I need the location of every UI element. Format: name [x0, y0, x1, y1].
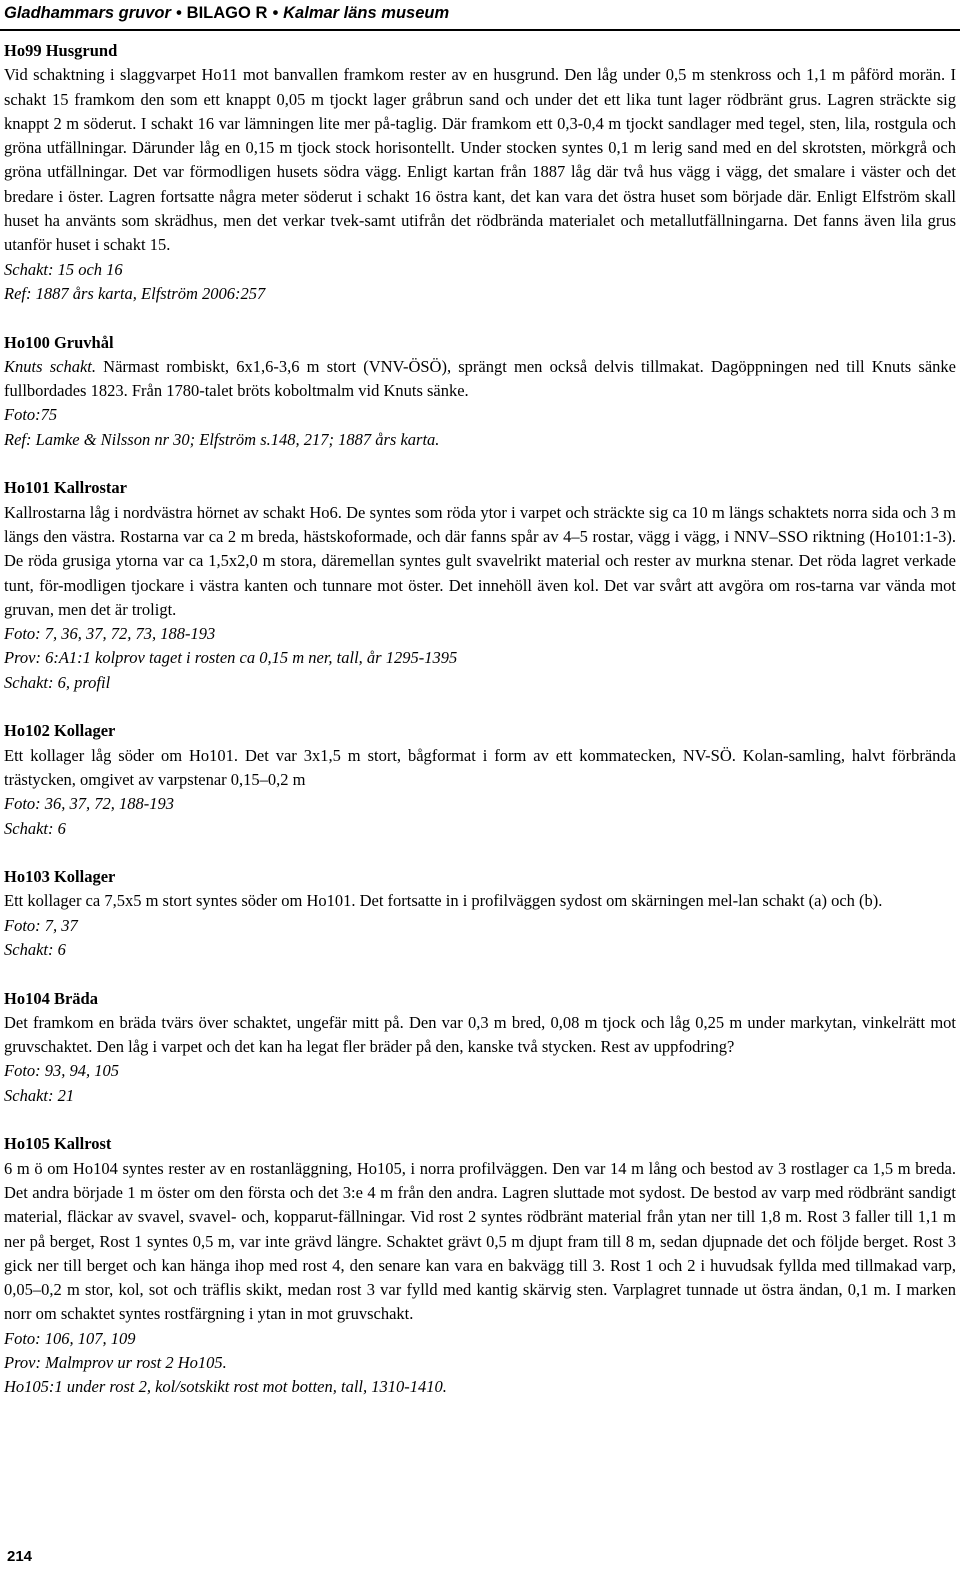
entry-foto: Foto: 7, 36, 37, 72, 73, 188-193 — [4, 624, 216, 644]
entry-title: Ho102 Kollager — [4, 721, 116, 741]
entry-schakt: Schakt: 6 — [4, 939, 66, 959]
entry-prov: Prov: Malmprov ur rost 2 Ho105. — [4, 1353, 227, 1373]
entry-foto: Foto:75 — [4, 405, 58, 425]
entry-body: Ett kollager ca 7,5x5 m stort syntes söder om Ho101. Det fortsatte in i profilväggen sydost om skärningen mel-lan schakt (a) och (b). — [4, 891, 883, 911]
entry-title: Ho100 Gruvhål — [4, 332, 114, 352]
entry-title: Ho101 Kallrostar — [4, 478, 127, 498]
entry-title: Ho103 Kollager — [4, 867, 116, 887]
document-body — [4, 39, 956, 1400]
entry-title: Ho104 Bräda — [4, 988, 98, 1008]
entry-foto: Foto: 106, 107, 109 — [4, 1328, 136, 1348]
entry-schakt: Schakt: 6, profil — [4, 672, 111, 692]
entry-body: Kallrostarna låg i nordvästra hörnet av schakt Ho6. De syntes som röda ytor i varpet och sträckte sig ca 10 m längs schaktets norra sida och 3 m längs den västra. Rostarna var ca 2 m breda, hästskoformade, och där fanns spår av 4–5 rostar, vägg i vägg, i NNV–SSO riktning (Ho101:1-3). De röda grusiga ytorna var ca 1,5x2,0 m stora, däremellan syntes gult svavelrikt material och rester av murkna stenar. Det röda lagret verkade tunt, för-modligen tjockare i västra kanten och tunnare mot öster. Det innehöll även kol. Det var svårt att avgöra om ros-tarna var vända mot gruvan, men det är troligt. — [4, 502, 956, 619]
entry-ho101 — [4, 476, 956, 695]
entry-ho102 — [4, 719, 956, 840]
entry-schakt: Schakt: 21 — [4, 1085, 75, 1105]
header-appendix: BILAGO R — [186, 4, 268, 22]
entry-body: Det framkom en bräda tvärs över schaktet, ungefär mitt på. Den var 0,3 m bred, 0,08 m tjock och låg 0,25 m under markytan, vinkelrätt mot gruvschaktet. Den låg i varpet och det kan ha legat fler bräder på den, kanske två stycken. Rest av uppfodring? — [4, 1012, 956, 1057]
running-header — [4, 3, 954, 23]
entry-foto: Foto: 7, 37 — [4, 915, 78, 935]
entry-ho105 — [4, 1132, 956, 1399]
entry-body: Knuts schakt. Närmast rombiskt, 6x1,6-3,6 m stort (VNV-ÖSÖ), sprängt men också delvis tillmakat. Dagöppningen ned till Knuts sänke fullbordades 1823. Från 1780-talet bröts koboltmalm vid Knuts sänke. — [4, 356, 956, 401]
entry-schakt: Schakt: 15 och 16 — [4, 259, 123, 279]
entry-ho104 — [4, 987, 956, 1108]
entry-lead: Knuts schakt. — [4, 356, 96, 376]
entry-schakt: Schakt: 6 — [4, 818, 66, 838]
entry-prov: Prov: 6:A1:1 kolprov taget i rosten ca 0,15 m ner, tall, år 1295-1395 — [4, 648, 458, 668]
header-museum: Kalmar läns museum — [283, 4, 450, 22]
entry-ref: Ref: Lamke & Nilsson nr 30; Elfström s.148, 217; 1887 års karta. — [4, 429, 440, 449]
entry-ho99 — [4, 39, 956, 306]
entry-body: 6 m ö om Ho104 syntes rester av en rostanläggning, Ho105, i norra profilväggen. Den var 14 m lång och bestod av 3 rostlager ca 1,5 m breda. Det andra började 1 m öster om den första och det 3:e 4 m från den andra. Lagren sluttade mot sydost. De bestod av varp med rödbränt sandigt material, fläckar av svavel, svavel- och, kopparut-fällningar. Vid rost 2 syntes rödbränt material från ytan ner till 1,8 m. Rost 3 faller till 1,1 m ner på berget, Rost 1 syntes 0,5 m, var inte grävd längre. Schaktet grävt 0,5 m djupt fram till 8 m, sedan djupnade det och följde berget. Rost 3 gick ner till berget och kan hänga ihop med rost 4, den senare kan vara en bakvägg till 3. Rost 1 och 2 i huvudsak fyllda med tillmakad varp, 0,05–0,2 m stor, kol, sot och träflis skikt, medan rost 3 var fylld med kantig skärvig sten. Varplagret tunnade ut östra ändan, 0,1 m. I marken norr om schaktet syntes rostfärgning i ytan in mot gruvschakt. — [4, 1158, 956, 1324]
entry-ref: Ref: 1887 års karta, Elfström 2006:257 — [4, 283, 266, 303]
entry-body: Ett kollager låg söder om Ho101. Det var 3x1,5 m stort, bågformat i form av ett kommatecken, NV-SÖ. Kolan-samling, halvt förbrända trästycken, omgivet av varpstenar 0,15–0,2 m — [4, 745, 956, 789]
entry-body: Vid schaktning i slaggvarpet Ho11 mot banvallen framkom rester av en husgrund. Den låg under 0,5 m stenkross och 1,1 m påförd morän. I schakt 15 framkom den som ett knappt 0,05 m tjockt lager gråbrun sand och under det ett lika tunt lager rödbränt grus. Lagren sträckte sig knappt 2 m söderut. I schakt 16 var lämningen lite mer på-taglig. Där framkom ett 0,3-0,4 m tjockt sandlager med tegel, sten, lila, rostgula och gröna utfällningar. Därunder låg en 0,15 m tjock stock horisontellt. Under stocken syntes 0,1 m lerig sand med en del skrotsten, mörkgrå och gröna utfällningar. Det var förmodligen husets södra vägg. Enligt kartan från 1887 låg där två hus vägg i vägg, det smalare i väster och det bredare i öster. Lagren fortsatte några meter söderut i schakt 16 östra kant, det kan vara det östra huset som började där. Enligt Elfström skall huset ha använts som skrädhus, men det verkar tvek-samt utifrån det rödbrända materialet och metallutfällningarna. Det fanns även lila grus utanför huset i schakt 15. — [4, 65, 956, 255]
header-site: Gladhammars gruvor — [4, 4, 171, 22]
entry-title: Ho99 Husgrund — [4, 41, 118, 60]
entry-ho103 — [4, 865, 956, 962]
header-rule — [0, 29, 960, 31]
entry-foto: Foto: 93, 94, 105 — [4, 1061, 120, 1081]
header-bullet: • — [272, 4, 279, 22]
entry-ho100 — [4, 331, 956, 452]
entry-title: Ho105 Kallrost — [4, 1134, 112, 1154]
page-number: 214 — [7, 1548, 33, 1565]
entry-note: Ho105:1 under rost 2, kol/sotskikt rost mot botten, tall, 1310-1410. — [4, 1377, 447, 1397]
header-bullet: • — [175, 4, 182, 22]
entry-foto: Foto: 36, 37, 72, 188-193 — [4, 794, 175, 814]
